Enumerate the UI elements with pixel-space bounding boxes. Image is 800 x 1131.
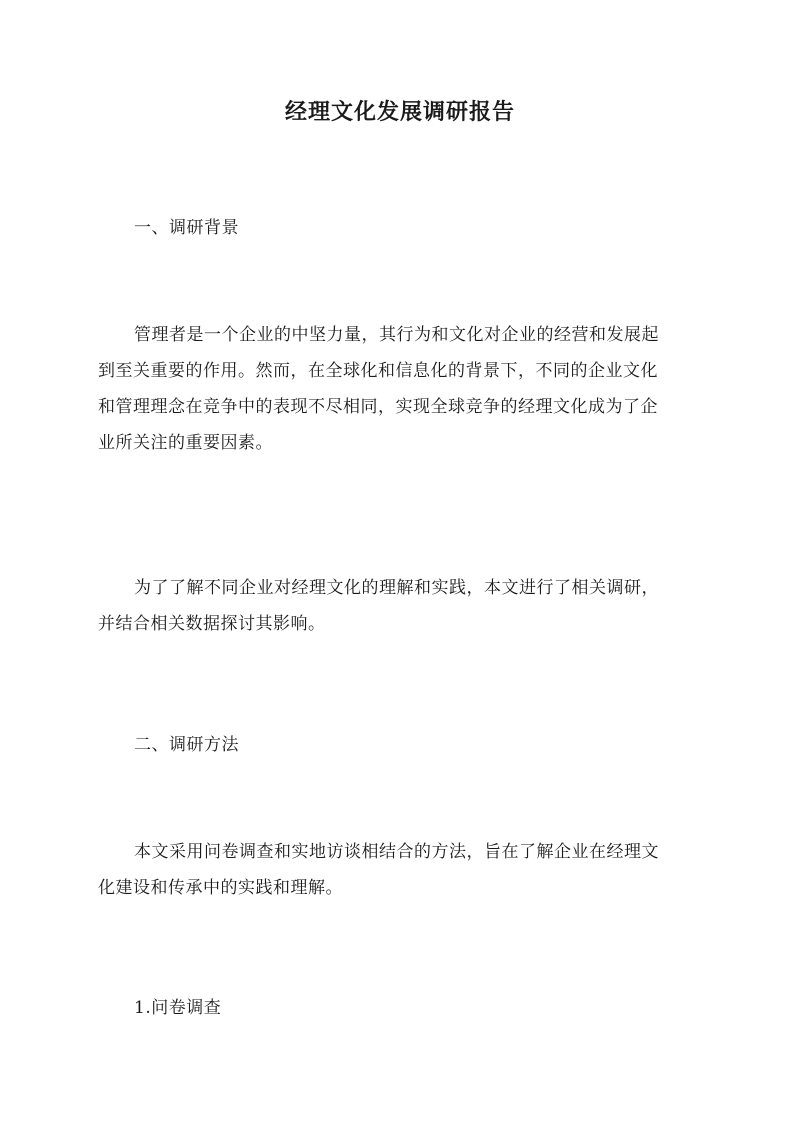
heading-text: 二、调研方法 <box>134 735 239 755</box>
subsection-heading-survey <box>98 990 704 1026</box>
paragraph-line: 并结合相关数据探讨其影响。 <box>98 614 326 634</box>
heading-text: 一、调研背景 <box>134 218 239 238</box>
section-heading-method <box>98 727 704 763</box>
paragraph-line: 和管理理念在竞争中的表现不尽相同，实现全球竞争的经理文化成为了企 <box>98 397 658 417</box>
paragraph-line: 为了了解不同企业对经理文化的理解和实践，本文进行了相关调研， <box>134 578 659 598</box>
document-title: 经理文化发展调研报告 <box>284 99 515 125</box>
paragraph-line: 本文采用问卷调查和实地访谈相结合的方法，旨在了解企业在经理文 <box>134 842 659 862</box>
paragraph-line: 化建设和传承中的实践和理解。 <box>98 878 343 898</box>
paragraph-line: 业所关注的重要因素。 <box>98 433 273 453</box>
heading-text: 1.问卷调查 <box>134 998 222 1018</box>
paragraph-purpose <box>98 570 704 642</box>
paragraph-line: 管理者是一个企业的中坚力量，其行为和文化对企业的经营和发展起 <box>134 325 659 345</box>
paragraph-line: 到至关重要的作用。然而，在全球化和信息化的背景下，不同的企业文化 <box>98 361 658 381</box>
paragraph-method <box>98 834 704 906</box>
paragraph-background <box>98 317 704 461</box>
section-heading-background <box>98 210 704 246</box>
